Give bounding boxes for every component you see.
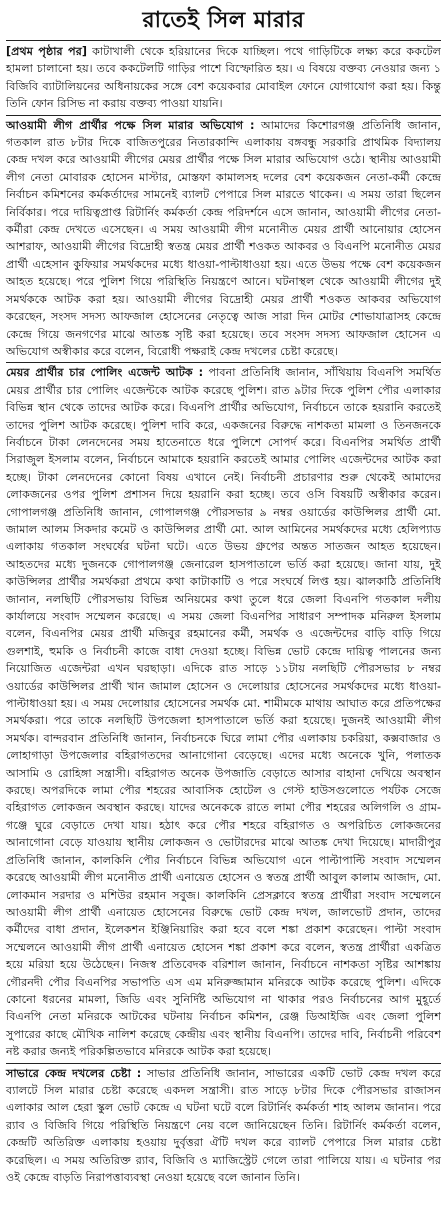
headline: রাতেই সিল মারার — [142, 8, 305, 33]
section-subheading: [প্রথম পৃষ্ঠার পর] — [6, 45, 88, 58]
article-paragraph-savar — [6, 1063, 441, 1187]
section-body: আমাদের কিশোরগঞ্জ প্রতিনিধি জানান, গতকাল রাত ৮টার দিকে বাজিতপুরের নিতারকান্দি এলাকায় বঙ্গবন্ধু সরকারি প্রাথমিক বিদ্যালয় কেন্দ্র দখল করে আওয়ামী লীগের মেয়র প্রার্থীর পক্ষে সিল মারার অভিযোগ ওঠে। স্থানীয় আওয়ামী লীগ নেতা মোবারক হোসেন মাস্টার, মোস্তফা কামালসহ দলের বেশ কয়েকজন নেতা-কর্মী কেন্দ্রে নির্বাচন কমিশনের কর্মকর্তাদের সামনেই ব্যালট পেপারে সিল মারতে থাকেন। এ সময় তারা ছিলেন নির্বিকার। পরে দায়িত্বপ্রাপ্ত রিটার্নিং কর্মকর্তা কেন্দ্র পরিদর্শনে এসে জানান, আওয়ামী লীগের নেতা-কর্মীরা কেন্দ্র দেখতে এসেছেন। এ সময় আওয়ামী লীগ মনোনীত মেয়র প্রার্থী আনোয়ার হোসেন আশরাফ, আওয়ামী লীগের বিদ্রোহী স্বতন্ত্র মেয়র প্রার্থী শওকত আকবর ও বিএনপি মনোনীত মেয়র প্রার্থী এহেসান কুফিয়ার সমর্থকদের মধ্যে ধাওয়া-পাল্টাধাওয়া হয়। এতে উভয় পক্ষে বেশ কয়েকজন আহত হয়েছে। পরে পুলিশ গিয়ে পরিস্থিতি নিয়ন্ত্রণে আনে। ঘটনাস্থল থেকে আওয়ামী লীগের দুই সমর্থককে আটক করা হয়। আওয়ামী লীগের বিদ্রোহী মেয়র প্রার্থী শওকত আকবর অভিযোগ করেছেন, সংসদ সদস্য আফজাল হোসেনের নেতৃত্বে আজ সারা দিন মোটর শোভাযাত্রাসহ কেন্দ্রে কেন্দ্রে গিয়ে জনগণের মাঝে আতঙ্ক সৃষ্টি করা হয়েছে। তবে সংসদ সদস্য আফজাল হোসেন এ অভিযোগ অস্বীকার করে বলেন, বিরোধী পক্ষরাই কেন্দ্র দখলের চেষ্টা করেছে। — [6, 118, 441, 358]
section-body: সাভার প্রতিনিধি জানান, সাভারের একটি ভোট কেন্দ্র দখল করে ব্যালটে সিল মারার চেষ্টা করেছে একদল সন্ত্রাসী। রাত সাড়ে ৮টার দিকে পৌরসভার রাজাসন এলাকার আল হেরা স্কুল ভোট কেন্দ্রে এ ঘটনা ঘটে বলে রিটার্নিং কর্মকর্তা শাহ আলম জানান। পরে র‌্যাব ও বিজিবি গিয়ে পরিস্থিতি নিয়ন্ত্রণে নেয় বলে জানিয়েছেন তিনি। রিটার্নিং কর্মকর্তা বলেন, কেন্দ্রটি অতিরিক্ত এলাকায় হওয়ায় দুর্বৃত্তরা ঐটি দখল করে ব্যালট পেপারে সিল মারার চেষ্টা করেছিল। এ সময় অতিরিক্ত র‌্যাব, বিজিবি ও ম্যাজিস্ট্রেট গেলে তারা পালিয়ে যায়। এ ঘটনার পর ওই কেন্দ্রে বাড়তি নিরাপত্তাব্যবস্থা নেওয়া হয়েছে বলে জানান তিনি। — [6, 1066, 441, 1184]
article-body — [6, 40, 441, 1186]
section-body: পাবনা প্রতিনিধি জানান, সাঁথিয়ায় বিএনপি সমর্থিত মেয়র প্রার্থীর চার পোলিং এজেন্টকে আটক করেছে পুলিশ। রাত ৯টার দিকে পুলিশ পৌর এলাকার বিভিন্ন স্থান থেকে তাদের আটক করে। বিএনপি প্রার্থীর অভিযোগ, নির্বাচনে তাকে হয়রানি করতেই তাদের পুলিশ আটক করেছে। পুলিশ দাবি করে, একজনের বিরুদ্ধে নাশকতা মামলা ও তিনজনকে নির্বাচনে টাকা লেনদেনের সময় হাতেনাতে ধরে পুলিশে সোপর্দ করে। বিএনপির সমর্থিত প্রার্থী সিরাজুল ইসলাম বলেন, নির্বাচনে আমাকে হয়রানি করতেই আমার পোলিং এজেন্টদের আটক করা হচ্ছে। টাকা লেনদেনের কোনো বিষয় এখানে নেই। নির্বাচনী প্রচারণার শুরু থেকেই আমাদের লোকজনের ওপর পুলিশ প্রশাসন দিয়ে হয়রানি করা হচ্ছে। তবে ওসি বিষয়টি অস্বীকার করেন। গোপালগঞ্জ প্রতিনিধি জানান, গোপালগঞ্জ পৌরসভার ৯ নম্বর ওয়ার্ডের কাউন্সিলর প্রার্থী মো. জামাল আলম সিকদার কমেট ও কাউন্সিলর প্রার্থী মো. আল আমিনের সমর্থকদের মধ্যে হেলিপ্যাড এলাকায় গতকাল সংঘর্ষের ঘটনা ঘটে। এতে উভয় গ্রুপের অন্তত সাতজন আহত হয়েছেন। আহতদের মধ্যে দুজনকে গোপালগঞ্জ জেনারেল হাসপাতালে ভর্তি করা হয়েছে। জানা যায়, দুই কাউন্সিলর প্রার্থীর সমর্থকরা প্রথমে কথা কাটাকাটি ও পরে সংঘর্ষে লিপ্ত হয়। ঝালকাঠি প্রতিনিধি জানান, নলছিটি পৌরসভায় বিভিন্ন অনিয়মের কথা তুলে ধরে জেলা বিএনপি গতকাল দলীয় কার্যালয়ে সংবাদ সম্মেলন করেছে। এ সময় জেলা বিএনপির সাধারণ সম্পাদক মনিরুল ইসলাম বলেন, বিএনপির মেয়র প্রার্থী মজিবুর রহমানের কর্মী, সমর্থক ও এজেন্টদের বাড়ি বাড়ি গিয়ে গুলশাই, হুমকি ও নির্বাচনী কাজে বাধা দেওয়া হচ্ছে। বিভিন্ন ভোট কেন্দ্রে দায়িত্ব পালনের জন্য নিয়োজিত এজেন্টরা এখন ঘরছাড়া। এদিকে রাত সাড়ে ১১টায় নলছিটি পৌরসভার ৮ নম্বর ওয়ার্ডের কাউন্সিলর প্রার্থী খান জামাল হোসেন ও দেলোয়ার হোসেনের সমর্থকদের মধ্যে ধাওয়া-পাল্টাধাওয়া হয়। এ সময় দেলোয়ার হোসেনের সমর্থক মো. শামীমকে মাথায় আঘাত করে প্রতিপক্ষের সমর্থকরা। পরে তাকে নলছিটি উপজেলা হাসপাতালে ভর্তি করা হয়েছে। দুজনই আওয়ামী লীগ সমর্থক। বান্দরবান প্রতিনিধি জানান, নির্বাচনকে ঘিরে লামা পৌর এলাকায় চকরিয়া, কক্সবাজার ও লোহাগাড়া উপজেলার বহিরাগতদের আনাগোনা বেড়েছে। এদের মধ্যে অনেকে খুনি, পলাতক আসামি ও রোহিঙ্গা সন্ত্রাসী। বহিরাগত অনেক উপজাতি বেড়াতে আসার বাহানা দেখিয়ে অবস্থান করছে। অপরদিকে লামা পৌর শহরের আবাসিক হোটেল ও গেস্ট হাউসগুলোতে পর্যটক সেজে বহিরাগত লোকজন অবস্থান করছে। যাদের অনেককে রাতে লামা পৌর শহরের অলিগলি ও গ্রাম-গঞ্জে ঘুরে বেড়াতে দেখা যায়। হঠাৎ করে পৌর শহরে বহিরাগত ও অপরিচিত লোকজনের আনাগোনা বেড়ে যাওয়ায় স্থানীয় লোকজন ও ভোটারদের মাঝে আতঙ্ক দেখা দিয়েছে। মাদারীপুর প্রতিনিধি জানান, কালকিনি পৌর নির্বাচনে বিভিন্ন অভিযোগ এনে পাল্টাপাল্টি সংবাদ সম্মেলন করেছে আওয়ামী লীগ মনোনীত প্রার্থী এনায়েত হোসেন ও স্বতন্ত্র প্রার্থী আবুল কালাম আজাদ, মো. লোকমান সরদার ও মশিউর রহমান সবুজ। কালকিনি প্রেসক্লাবে স্বতন্ত্র প্রার্থীরা সংবাদ সম্মেলনে আওয়ামী লীগ প্রার্থী এনায়েত হোসেনের বিরুদ্ধে ভোট কেন্দ্র দখল, জালভোট প্রদান, তাদের কর্মীদের বাধা প্রদান, ইলেকশন ইঞ্জিনিয়ারিং করা হবে বলে শঙ্কা প্রকাশ করেছেন। পাল্টা সংবাদ সম্মেলনে আওয়ামী লীগ প্রার্থী এনায়েত হোসেন শঙ্কা প্রকাশ করে বলেন, স্বতন্ত্র প্রার্থীরা একত্রিত হয়ে মরিয়া হয়ে উঠেছেন। নিজস্ব প্রতিবেদক বরিশাল জানান, নির্বাচনে নাশকতা সৃষ্টির আশঙ্কায় গৌরনদী পৌর বিএনপির সভাপতি এস এম মনিরুজ্জামান মনিরকে আটক করেছে পুলিশ। এদিকে কোনো ধরনের মামলা, জিডি এবং সুনির্দিষ্ট অভিযোগ না থাকার পরও নির্বাচনের আগ মুহূর্তে বিএনপি নেতা মনিরকে আটকের ঘটনায় নির্বাচন কমিশন, রেঞ্জ ডিআইজি এবং জেলা পুলিশ সুপারের কাছে মৌখিক নালিশ করেছে কেন্দ্রীয় এবং স্থানীয় বিএনপি। তাদের দাবি, নির্বাচনী পরিবেশ নষ্ট করার জন্যই পরিকল্পিতভাবে মনিরকে আটক করা হয়েছে। — [6, 366, 441, 1059]
section-body: কাটাখালী থেকে হরিয়ানের দিকে যাচ্ছিল। পথে গাড়িটিকে লক্ষ্য করে ককটেল হামলা চালানো হয়। তবে ককটেলটি গাড়ির পাশে বিস্ফোরিত হয়। এ বিষয়ে বক্তব্য নেওয়ার জন্য ১ বিজিবি ব্যাটালিয়নের অধিনায়কের সঙ্গে বেশ কয়েকবার মোবাইল ফোনে যোগাযোগ করা হয়। কিন্তু তিনি ফোন রিসিভ না করায় বক্তব্য পাওয়া যায়নি। — [6, 45, 442, 111]
article-paragraph-polling-agents — [6, 362, 441, 1060]
section-subheading: আওয়ামী লীগ প্রার্থীর পক্ষে সিল মারার অভিযোগ : — [6, 118, 255, 132]
section-subheading: মেয়র প্রার্থীর চার পোলিং এজেন্ট আটক : — [6, 366, 204, 380]
article-paragraph-awami-league — [6, 115, 441, 361]
section-subheading: সাভারে কেন্দ্র দখলের চেষ্টা : — [6, 1066, 142, 1080]
article-paragraph-intro — [6, 43, 441, 113]
